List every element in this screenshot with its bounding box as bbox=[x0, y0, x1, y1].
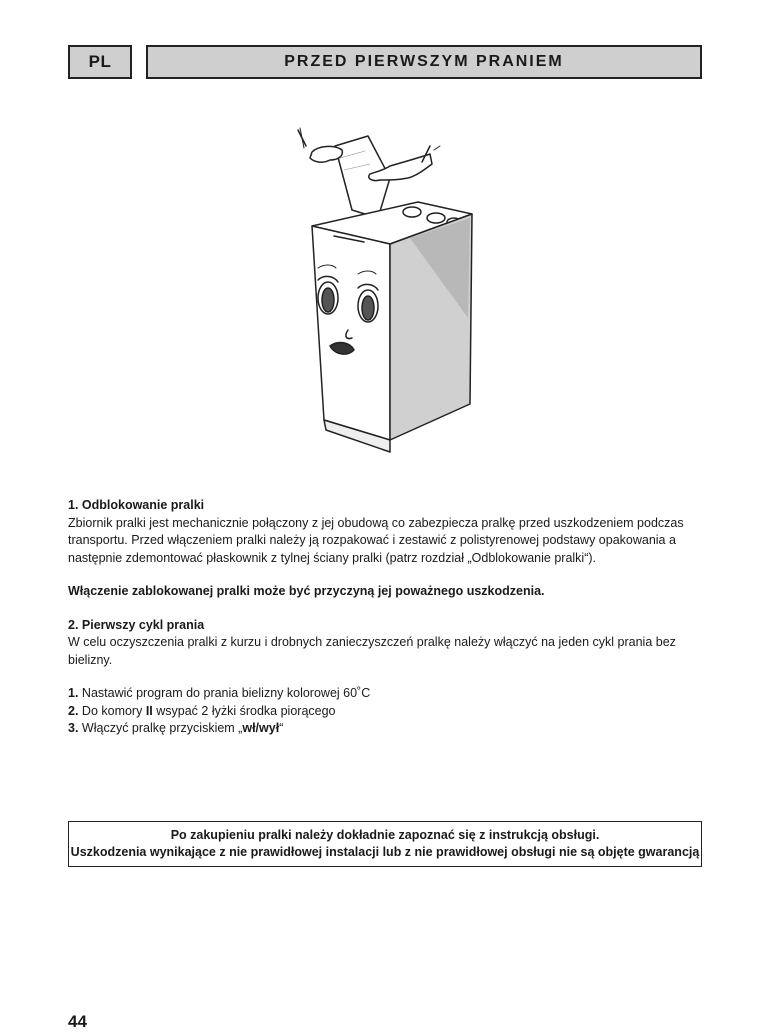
page-title: PRZED PIERWSZYM PRANIEM bbox=[146, 45, 702, 79]
step-item: 1. Nastawić program do prania bielizny kolorowej 60˚C bbox=[68, 686, 371, 700]
step-item: 3. Włączyć pralkę przyciskiem „wł/wył“ bbox=[68, 721, 284, 735]
paragraph-line: bielizny. bbox=[68, 652, 113, 667]
section-heading-first-cycle: 2. Pierwszy cykl prania bbox=[68, 617, 205, 632]
page-number: 44 bbox=[68, 1012, 87, 1031]
section-heading-unlock: 1. Odblokowanie pralki bbox=[68, 498, 205, 512]
notice-line: Po zakupieniu pralki należy dokładnie zapoznać się z instrukcją obsługi. bbox=[170, 828, 600, 842]
language-label: PL bbox=[68, 45, 132, 79]
warning-text: Włączenie zablokowanej pralki może być przyczyną jej poważnego uszkodzenia. bbox=[68, 584, 545, 598]
instructions-body bbox=[68, 497, 708, 738]
paragraph-line: transportu. Przed włączeniem pralki należy ją rozpakować i zestawić z polistyrenowej podstawy opakowania a bbox=[68, 533, 676, 547]
paragraph-line: następnie zdemontować płaskownik z tylnej ściany pralki (patrz rozdział „Odblokowanie pralki“). bbox=[68, 550, 597, 565]
warranty-notice bbox=[68, 821, 702, 867]
paragraph-line: W celu oczyszczenia pralki z kurzu i drobnych zanieczyszczeń pralkę należy włączyć na jeden cykl prania bez bbox=[68, 635, 676, 649]
notice-line: Uszkodzenia wynikające z nie prawidłowej instalacji lub z nie prawidłowej obsługi nie są objęte gwarancją bbox=[70, 845, 700, 859]
paragraph-line: Zbiornik pralki jest mechanicznie połączony z jej obudową co zabezpiecza pralkę przed uszkodzeniem podczas bbox=[68, 515, 684, 530]
washing-machine-illustration bbox=[240, 118, 520, 463]
step-item: 2. Do komory II wsypać 2 łyżki środka piorącego bbox=[68, 703, 336, 718]
